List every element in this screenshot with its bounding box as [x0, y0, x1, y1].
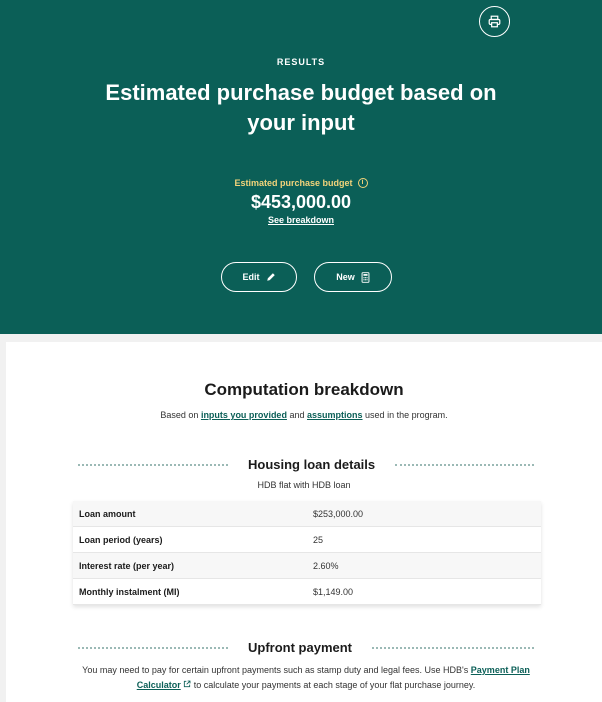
budget-value: $453,000.00 [250, 192, 352, 212]
subtitle-prefix: Based on [160, 410, 199, 420]
upfront-section-heading [78, 640, 534, 655]
results-label: RESULTS [276, 57, 326, 67]
dotted-divider [78, 464, 228, 466]
new-button[interactable] [314, 262, 392, 292]
dotted-divider [395, 464, 534, 466]
table-row [73, 501, 541, 527]
external-link-icon [183, 680, 191, 688]
table-row [73, 553, 541, 579]
subtitle-and: and [289, 410, 305, 420]
loan-heading: Housing loan details [248, 457, 376, 472]
budget-label [0, 178, 602, 188]
upfront-description [66, 663, 546, 693]
upfront-text-prefix: You may need to pay for certain upfront payments such as stamp duty and legal fees. Use HDB's [82, 665, 469, 675]
upfront-text-suffix: to calculate your payments at each stage of your flat purchase journey. [193, 680, 476, 690]
row-label: Loan period (years) [79, 534, 163, 545]
row-value: $253,000.00 [313, 508, 364, 519]
row-label: Interest rate (per year) [79, 560, 175, 571]
upfront-heading: Upfront payment [248, 640, 352, 655]
row-label: Monthly instalment (MI) [79, 586, 180, 597]
calculator-icon [361, 272, 370, 283]
row-value: 25 [313, 534, 324, 545]
breakdown-subtitle [6, 410, 602, 420]
print-button[interactable] [479, 6, 510, 37]
inputs-provided-link[interactable]: inputs you provided [200, 410, 287, 420]
row-value: $1,149.00 [313, 586, 354, 597]
new-button-label: New [336, 272, 355, 282]
page-title: Estimated purchase budget based on your input [105, 80, 497, 135]
assumptions-link[interactable]: assumptions [307, 410, 363, 420]
loan-details-table [73, 501, 541, 605]
loan-section-heading [78, 457, 534, 472]
see-breakdown-link[interactable]: See breakdown [267, 215, 335, 225]
calculator-link-label: Payment Plan Calculator [136, 665, 530, 690]
subtitle-suffix: used in the program. [365, 410, 448, 420]
info-icon[interactable]: i [358, 178, 368, 188]
breakdown-title: Computation breakdown [204, 380, 404, 399]
edit-button-label: Edit [242, 272, 260, 282]
dotted-divider [372, 647, 534, 649]
row-label: Loan amount [79, 508, 136, 519]
breakdown-card [6, 342, 602, 702]
pencil-icon [266, 272, 276, 282]
loan-subheading: HDB flat with HDB loan [257, 480, 351, 490]
results-hero [0, 0, 602, 334]
table-row [73, 579, 541, 605]
row-value: 2.60% [313, 560, 339, 571]
printer-icon [488, 15, 501, 28]
dotted-divider [78, 647, 228, 649]
table-row [73, 527, 541, 553]
edit-button[interactable] [221, 262, 297, 292]
budget-label-text: Estimated purchase budget [234, 178, 353, 188]
